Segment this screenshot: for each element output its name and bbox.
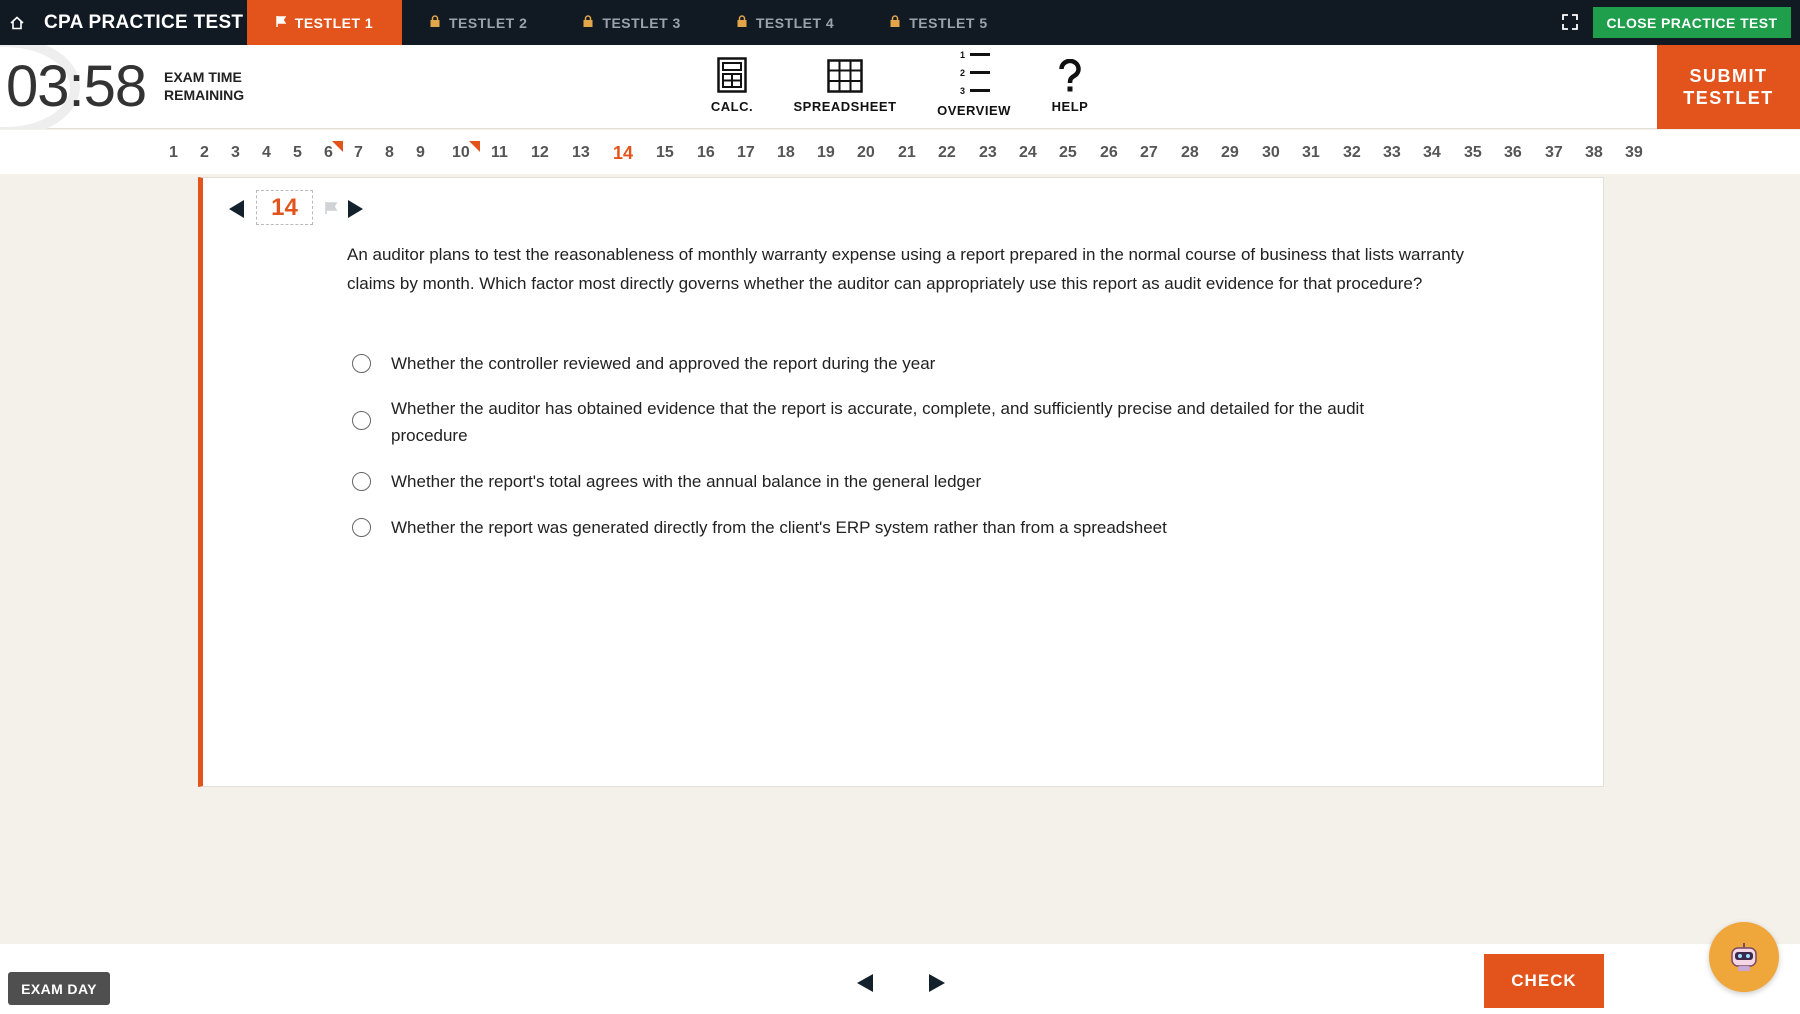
overview-tool[interactable] [930,49,1018,118]
question-panel [198,177,1604,787]
question-number-33[interactable]: 33 [1383,144,1401,161]
robot-icon [1726,939,1762,975]
previous-question-arrow[interactable] [229,200,244,218]
option-text: Whether the controller reviewed and approved the report during the year [391,354,936,373]
lock-icon [890,15,900,30]
question-mark-icon [1045,53,1095,93]
question-number-21[interactable]: 21 [898,144,916,161]
tab-testlet-1[interactable] [247,0,402,45]
question-number-13[interactable]: 13 [572,144,590,161]
numbered-list-icon [930,49,1018,97]
submit-testlet-button[interactable] [1657,45,1800,129]
question-number-9[interactable]: 9 [416,144,425,161]
question-number-box: 14 [256,190,313,225]
question-number-3[interactable]: 3 [231,144,240,161]
question-number-24[interactable]: 24 [1019,144,1037,161]
check-button[interactable]: CHECK [1484,954,1604,1008]
flag-icon[interactable] [324,201,338,215]
question-number-14[interactable]: 14 [613,143,634,163]
timer-label-line1: EXAM TIME [164,69,242,85]
spreadsheet-icon [790,53,900,93]
question-number-30[interactable]: 30 [1262,144,1280,161]
tab-testlet-3[interactable] [555,0,708,45]
question-number-35[interactable]: 35 [1464,144,1482,161]
tab-label: TESTLET 5 [909,14,988,31]
tab-label: TESTLET 3 [602,14,681,31]
help-label: HELP [1051,99,1089,114]
question-number-22[interactable]: 22 [938,144,956,161]
question-number-20[interactable]: 20 [857,144,875,161]
question-number-19[interactable]: 19 [817,144,835,161]
calculator-icon [706,53,758,93]
option-text: Whether the auditor has obtained evidence that the report is accurate, complete, and sufficiently precise and detailed for the audit procedure [391,399,1365,445]
question-number-37[interactable]: 37 [1545,144,1563,161]
radio-button[interactable] [352,472,371,491]
exam-header [0,45,1800,129]
question-number-1[interactable]: 1 [169,144,178,161]
question-number-10[interactable]: 10 [452,144,470,162]
question-number-23[interactable]: 23 [979,144,997,161]
answer-option-b[interactable] [352,395,1441,449]
question-number-4[interactable]: 4 [262,144,271,161]
app-title: CPA PRACTICE TEST [44,11,244,33]
question-number-12[interactable]: 12 [531,144,549,161]
close-practice-test-button[interactable]: CLOSE PRACTICE TEST [1593,7,1791,38]
lock-icon [737,15,747,30]
tab-label: TESTLET 2 [449,14,528,31]
question-number-18[interactable]: 18 [777,144,795,161]
question-number-15[interactable]: 15 [656,144,674,161]
spreadsheet-label: SPREADSHEET [793,99,897,114]
home-icon[interactable] [0,0,34,45]
next-question-arrow[interactable] [348,200,363,218]
question-number-39[interactable]: 39 [1625,144,1643,161]
tab-label: TESTLET 4 [755,14,835,31]
question-number-36[interactable]: 36 [1504,144,1522,161]
calculator-label: CALC. [710,99,754,114]
overview-label: OVERVIEW [937,103,1011,118]
question-number-7[interactable]: 7 [354,144,363,161]
bottom-previous-arrow[interactable] [857,974,873,992]
bottom-next-arrow[interactable] [929,974,945,992]
flag-icon [276,16,286,30]
chatbot-avatar[interactable] [1709,922,1779,992]
option-text: Whether the report's total agrees with the annual balance in the general ledger [391,472,982,491]
help-tool[interactable] [1045,53,1095,114]
exam-day-button[interactable]: EXAM DAY [8,972,110,1005]
lock-icon [430,15,440,30]
question-number-34[interactable]: 34 [1423,144,1441,161]
bottom-bar [0,944,1800,1014]
answer-option-c[interactable] [352,468,1441,495]
question-number-26[interactable]: 26 [1100,144,1118,161]
radio-button[interactable] [352,411,371,430]
tab-testlet-2[interactable] [402,0,555,45]
question-number-5[interactable]: 5 [293,144,302,161]
flagged-marker [332,141,343,152]
answer-option-d[interactable] [352,514,1441,541]
question-number-16[interactable]: 16 [697,144,715,161]
question-number-27[interactable]: 27 [1140,144,1158,161]
question-number-11[interactable]: 11 [491,144,508,161]
radio-button[interactable] [352,354,371,373]
question-text: An auditor plans to test the reasonableness of monthly warranty expense using a report prepared in the normal course of business that lists warranty claims by month. Which factor most directly governs whether the auditor can appropriately use this report as audit evidence for that procedure? [347,245,1464,293]
svg-text:2: 2 [960,68,966,78]
question-number-8[interactable]: 8 [385,144,394,161]
tab-testlet-5[interactable] [862,0,1015,45]
top-bar [0,0,1800,45]
spreadsheet-tool[interactable] [790,53,900,114]
timer-label [164,68,264,104]
question-number-2[interactable]: 2 [200,144,209,161]
flagged-marker [469,141,480,152]
submit-label: SUBMIT TESTLET [1683,66,1774,108]
question-number-strip [0,130,1800,174]
tab-testlet-4[interactable] [709,0,862,45]
radio-button[interactable] [352,518,371,537]
question-number-28[interactable]: 28 [1181,144,1199,161]
question-number-25[interactable]: 25 [1059,144,1077,161]
svg-text:1: 1 [960,50,966,60]
question-number-32[interactable]: 32 [1343,144,1361,161]
question-number-17[interactable]: 17 [737,144,755,161]
question-number-38[interactable]: 38 [1585,144,1603,161]
exam-timer: 03:58 [6,54,147,119]
question-number-29[interactable]: 29 [1221,144,1239,161]
question-number-31[interactable]: 31 [1302,144,1320,161]
fullscreen-icon[interactable] [1560,12,1580,32]
timer-label-line2: REMAINING [164,87,245,103]
question-number-6[interactable]: 6 [324,144,333,162]
answer-option-a[interactable] [352,350,1441,377]
calculator-tool[interactable] [706,53,758,114]
lock-icon [583,15,593,30]
tab-label: TESTLET 1 [294,14,374,31]
svg-text:3: 3 [960,86,966,96]
option-text: Whether the report was generated directly from the client's ERP system rather than from a spreadsheet [391,518,1167,537]
